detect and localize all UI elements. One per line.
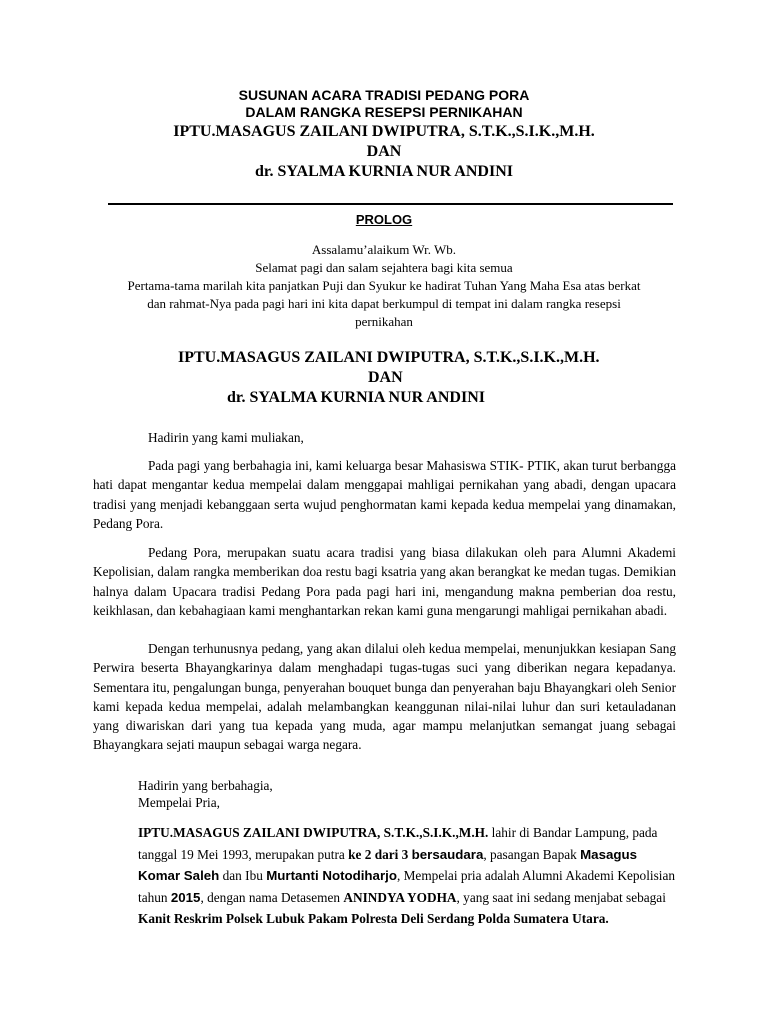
prolog-greeting-3: Pertama-tama marilah kita panjatkan Puji dan Syukur ke hadirat Tuhan Yang Maha Esa atas berkat xyxy=(127,278,641,293)
prolog-greeting-2: Selamat pagi dan salam sejahtera bagi kita semua xyxy=(255,260,513,275)
paragraph-1: Pada pagi yang berbahagia ini, kami keluarga besar Mahasiswa STIK- PTIK, akan turut berbangga hati dapat mengantar kedua mempelai dalam menggapai mahligai pernikahan yang abadi, dengan upacara tradisi yang menjadi kebanggaan serta wujud penghormatan kami kepada kedua mempelai yang dinamakan, Pedang Pora. xyxy=(93,458,676,531)
couple-groom-name: IPTU.MASAGUS ZAILANI DWIPUTRA, S.T.K.,S.I.K.,M.H. xyxy=(178,349,600,366)
header-title-line2: DALAM RANGKA RESEPSI PERNIKAHAN xyxy=(245,104,523,120)
prolog-greeting-1: Assalamu’alaikum Wr. Wb. xyxy=(311,242,457,257)
couple-bride-name: dr. SYALMA KURNIA NUR ANDINI xyxy=(227,389,485,406)
prolog-greeting-4: dan rahmat-Nya pada pagi hari ini kita dapat berkumpul di tempat ini dalam rangka resepsi xyxy=(147,296,621,311)
groom-bio-text-3: dan Ibu xyxy=(219,868,267,883)
groom-bio-text-4: , Mempelai pria adalah Alumni Akademi Kepolisian tahun xyxy=(138,868,676,905)
groom-bio-siblings: bersaudara xyxy=(411,846,484,862)
groom-bio-text-2: , pasangan Bapak xyxy=(483,846,581,862)
groom-bio-text-6: , yang saat ini sedang menjabat sebagai xyxy=(456,889,666,905)
header-divider xyxy=(108,203,673,205)
groom-bio-name: IPTU.MASAGUS ZAILANI DWIPUTRA, S.T.K.,S.I.K.,M.H. xyxy=(138,825,489,840)
groom-bio-text-1: lahir di Bandar Lampung, pada tanggal 19 Mei 1993, merupakan putra xyxy=(138,825,658,862)
header-groom-name: IPTU.MASAGUS ZAILANI DWIPUTRA, S.T.K.,S.I.K.,M.H. xyxy=(173,123,595,140)
groom-bio-year: 2015 xyxy=(170,889,201,905)
groom-bio-text-5: , dengan nama Detasemen xyxy=(200,889,344,905)
groom-bio-paragraph xyxy=(138,822,678,930)
groom-bio-father: Masagus Komar Saleh xyxy=(138,846,638,883)
paragraph-3: Dengan terhunusnya pedang, yang akan dilalui oleh kedua mempelai, menunjukkan kesiapan Sang Perwira beserta Bhayangkarinya dalam menghadapi tugas-tugas suci yang diberikan negara kepadanya. Sementara itu, pengalungan bunga, penyerahan bouquet bunga dan penyerahan baju Bhayangkari oleh Senior kami kepada kedua mempelai, adalah melambangkan keanggunan nilai-nilai luhur dan suri ketauladanan yang diwariskan dari yang tua kepada yang muda, agar mampu melanjutkan semangat juang sebagai Bhayangkara sejati maupun sebagai warga negara. xyxy=(93,641,676,753)
groom-bio-order: ke 2 dari 3 xyxy=(348,846,409,862)
groom-bio-detasemen: ANINDYA YODHA xyxy=(343,889,457,905)
groom-bio-position: Kanit Reskrim Polsek Lubuk Pakam Polresta Deli Serdang Polda Sumatera Utara. xyxy=(138,911,609,926)
paragraph-2: Pedang Pora, merupakan suatu acara tradisi yang biasa dilakukan oleh para Alumni Akademi Kepolisian, dalam rangka memberikan doa restu bagi ksatria yang akan berangkat ke medan tugas. Demikian halnya dalam Upacara tradisi Pedang Pora pada pagi hari ini, mengandung makna pemberian doa restu, keikhlasan, dan kebahagiaan kami menghantarkan rekan kami guna mengarungi mahligai pernikahan abadi. xyxy=(93,545,676,618)
greeting-2-line-2: Mempelai Pria, xyxy=(138,795,220,810)
header-dan: DAN xyxy=(366,143,402,160)
salutation: Hadirin yang kami muliakan, xyxy=(148,430,304,445)
couple-dan: DAN xyxy=(368,369,403,386)
header-bride-name: dr. SYALMA KURNIA NUR ANDINI xyxy=(255,163,513,180)
prolog-greeting-5: pernikahan xyxy=(355,314,413,329)
header-title-line1: SUSUNAN ACARA TRADISI PEDANG PORA xyxy=(238,87,530,103)
prolog-title: PROLOG xyxy=(355,212,413,227)
greeting-2-line-1: Hadirin yang berbahagia, xyxy=(138,778,273,793)
groom-bio-mother: Murtanti Notodiharjo xyxy=(266,868,397,883)
